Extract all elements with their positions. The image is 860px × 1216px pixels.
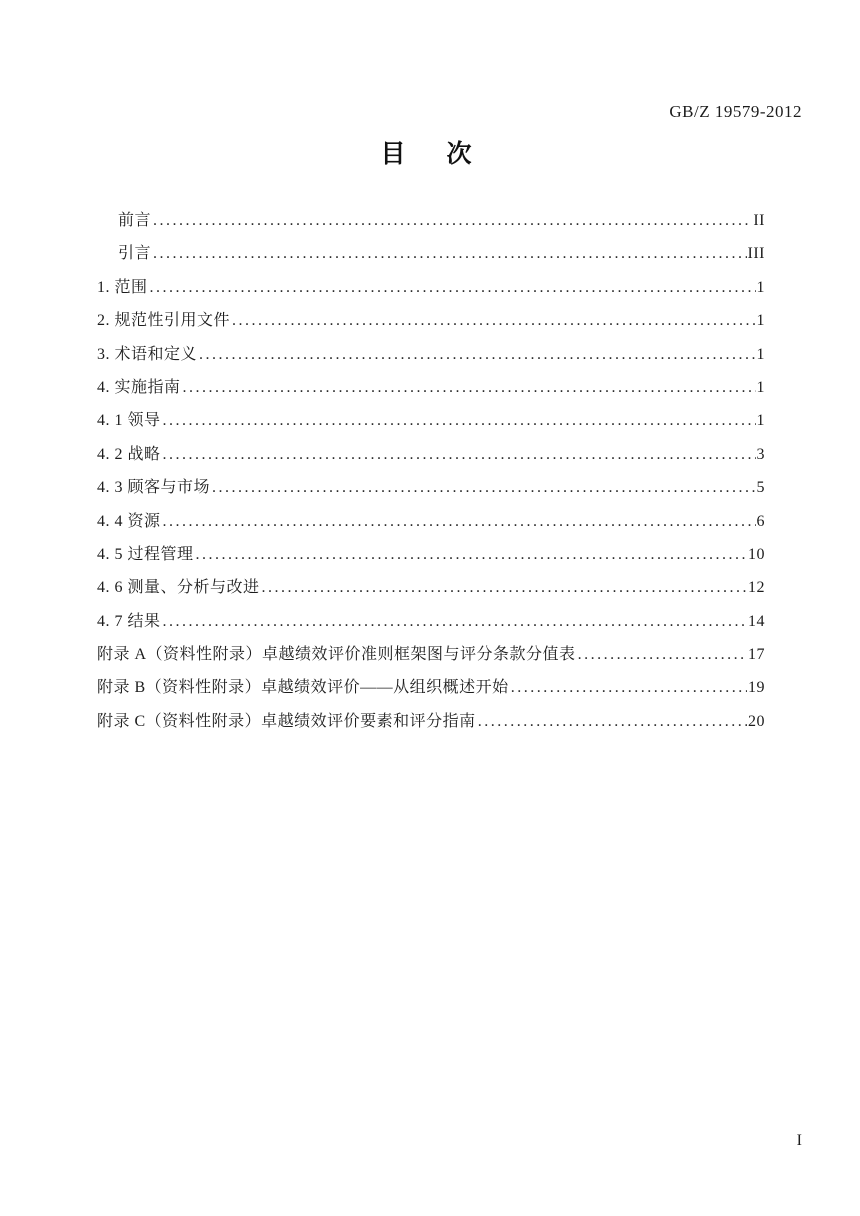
toc-entry-label: 4. 3 顾客与市场 xyxy=(97,479,211,497)
toc-entry xyxy=(97,674,765,707)
toc-entry-label: 4. 2 战略 xyxy=(97,445,161,463)
toc-entry-label: 附录 B（资料性附录）卓越绩效评价——从组织概述开始 xyxy=(97,679,509,697)
toc-leader-dots xyxy=(262,579,747,597)
toc-leader-dots xyxy=(511,679,747,697)
toc-entry-page: 12 xyxy=(748,579,765,597)
toc-entry-label: 4. 5 过程管理 xyxy=(97,545,194,563)
toc-leader-dots xyxy=(163,613,747,631)
toc-entry-label: 2. 规范性引用文件 xyxy=(97,312,231,330)
page-title: 目 次 xyxy=(380,141,480,168)
toc-leader-dots xyxy=(163,513,756,531)
doc-number: GB/Z 19579-2012 xyxy=(669,102,802,121)
toc-entry-label: 4. 4 资源 xyxy=(97,512,161,530)
toc-entry-label: 4. 6 测量、分析与改进 xyxy=(97,579,260,597)
toc-entry-label: 引言 xyxy=(118,245,152,263)
toc-leader-dots xyxy=(232,312,755,330)
toc-entry xyxy=(97,708,765,741)
toc-entry xyxy=(97,207,765,240)
toc-entry xyxy=(97,341,765,374)
footer-page-number: I xyxy=(796,1132,802,1149)
toc-leader-dots xyxy=(212,479,755,497)
toc-entry-page: II xyxy=(753,212,765,229)
toc-entry-label: 4. 7 结果 xyxy=(97,612,161,630)
toc-leader-dots xyxy=(153,245,747,263)
toc-entry-label: 前言 xyxy=(118,212,152,229)
toc-entry-page: 17 xyxy=(748,646,765,664)
toc-leader-dots xyxy=(150,279,756,297)
toc-entry-page: 1 xyxy=(756,278,765,296)
toc-entry xyxy=(97,441,765,474)
toc-entry-page: 6 xyxy=(756,512,765,530)
toc-entry-label: 4. 实施指南 xyxy=(97,378,181,396)
toc-entry xyxy=(97,307,765,340)
toc-list xyxy=(97,207,765,741)
toc-entry xyxy=(97,574,765,607)
toc-entry-label: 1. 范围 xyxy=(97,278,148,296)
toc-leader-dots xyxy=(163,412,756,430)
toc-entry xyxy=(97,508,765,541)
toc-leader-dots xyxy=(163,446,756,464)
toc-entry-label: 附录 A（资料性附录）卓越绩效评价准则框架图与评分条款分值表 xyxy=(97,646,576,664)
toc-entry-page: 5 xyxy=(756,479,765,497)
toc-entry-page: 14 xyxy=(748,612,765,630)
toc-entry-label: 3. 术语和定义 xyxy=(97,345,198,363)
toc-leader-dots xyxy=(199,346,755,364)
toc-entry xyxy=(97,474,765,507)
toc-entry xyxy=(97,608,765,641)
toc-entry xyxy=(97,641,765,674)
toc-entry xyxy=(97,240,765,273)
toc-entry xyxy=(97,541,765,574)
toc-entry-page: 10 xyxy=(748,545,765,563)
toc-entry-page: 20 xyxy=(748,712,765,730)
toc-entry-page: III xyxy=(747,245,765,263)
toc-entry-label: 附录 C（资料性附录）卓越绩效评价要素和评分指南 xyxy=(97,712,476,730)
toc-leader-dots xyxy=(196,546,747,564)
toc-leader-dots xyxy=(578,646,747,664)
toc-entry xyxy=(97,274,765,307)
toc-entry-label: 4. 1 领导 xyxy=(97,412,161,430)
toc-leader-dots xyxy=(183,379,756,397)
toc-entry-page: 1 xyxy=(756,345,765,363)
toc-entry-page: 1 xyxy=(756,312,765,330)
toc-entry xyxy=(97,407,765,440)
toc-entry-page: 1 xyxy=(756,412,765,430)
toc-entry-page: 19 xyxy=(748,679,765,697)
toc-entry xyxy=(97,374,765,407)
toc-entry-page: 3 xyxy=(756,445,765,463)
toc-leader-dots xyxy=(478,713,747,731)
toc-entry-page: 1 xyxy=(756,378,765,396)
toc-leader-dots xyxy=(153,212,752,230)
